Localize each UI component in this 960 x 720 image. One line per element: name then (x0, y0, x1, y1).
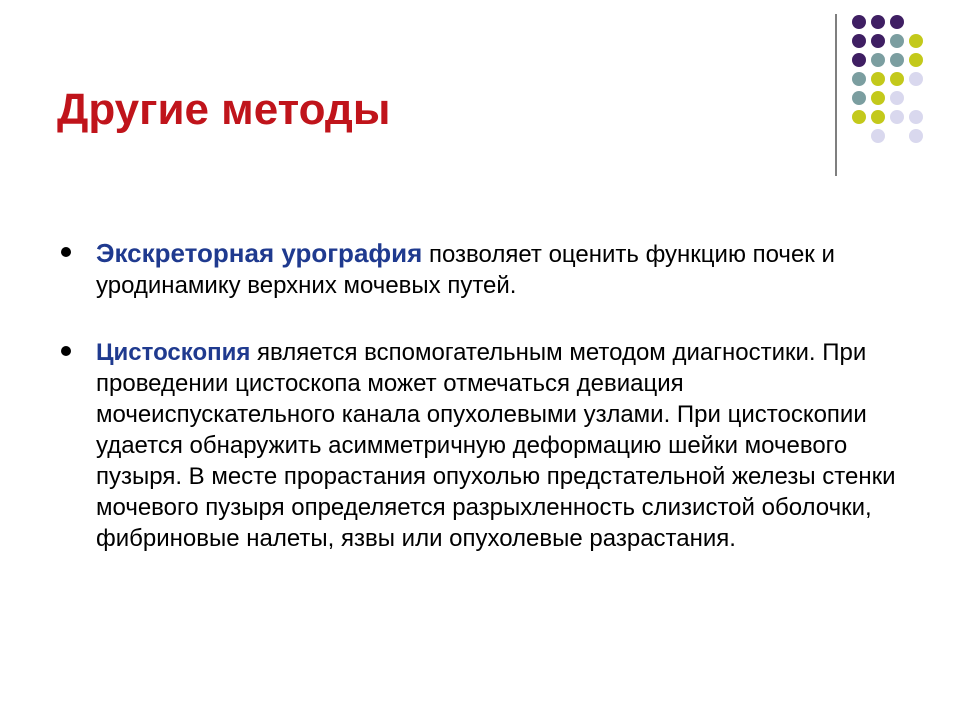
decorative-dot-teal (890, 53, 904, 67)
decorative-dot-yellow (871, 110, 885, 124)
decorative-dot-yellow (909, 53, 923, 67)
decorative-dot-lavender (871, 129, 885, 143)
slide-title: Другие методы (57, 85, 391, 134)
bullet-item-excretory-urography (60, 238, 920, 301)
bullet-term: Экскреторная урография (96, 238, 423, 268)
divider-line (835, 14, 837, 176)
bullet-term: Цистоскопия (96, 339, 251, 366)
decorative-dot-teal (852, 72, 866, 86)
decorative-dot-purple (852, 53, 866, 67)
decorative-dot-teal (852, 91, 866, 105)
decorative-dot-lavender (890, 110, 904, 124)
decorative-dot-purple (852, 15, 866, 29)
decorative-dot-yellow (871, 91, 885, 105)
decorative-dot-yellow (871, 72, 885, 86)
decorative-dot-purple (871, 34, 885, 48)
decorative-dot-lavender (909, 72, 923, 86)
bullet-marker-icon (61, 247, 71, 257)
decorative-dot-purple (871, 15, 885, 29)
bullet-text: является вспомогательным методом диагностики. При проведении цистоскопа может отмечаться девиация мочеиспускательного канала опухолевыми узлами. При цистоскопии удается обнаружить асимметричную деформацию шейки мочевого пузыря. В месте прорастания опухолью предстательной железы стенки мочевого пузыря определяется разрыхленность слизистой оболочки, фибриновые налеты, язвы или опухолевые разрастания. (96, 339, 896, 552)
bullet-list (60, 238, 920, 590)
decorative-dot-purple (890, 15, 904, 29)
decorative-dot-lavender (890, 91, 904, 105)
bullet-text: позволяет оценить функцию почек и уродинамику верхних мочевых путей. (96, 241, 835, 299)
decorative-dot-yellow (852, 110, 866, 124)
decorative-dot-lavender (909, 110, 923, 124)
decorative-dot-teal (890, 34, 904, 48)
decorative-dot-purple (852, 34, 866, 48)
decorative-dot-teal (871, 53, 885, 67)
bullet-item-cystoscopy (60, 337, 920, 554)
decorative-dot-yellow (890, 72, 904, 86)
decorative-dot-yellow (909, 34, 923, 48)
bullet-marker-icon (61, 346, 71, 356)
decorative-dot-lavender (909, 129, 923, 143)
